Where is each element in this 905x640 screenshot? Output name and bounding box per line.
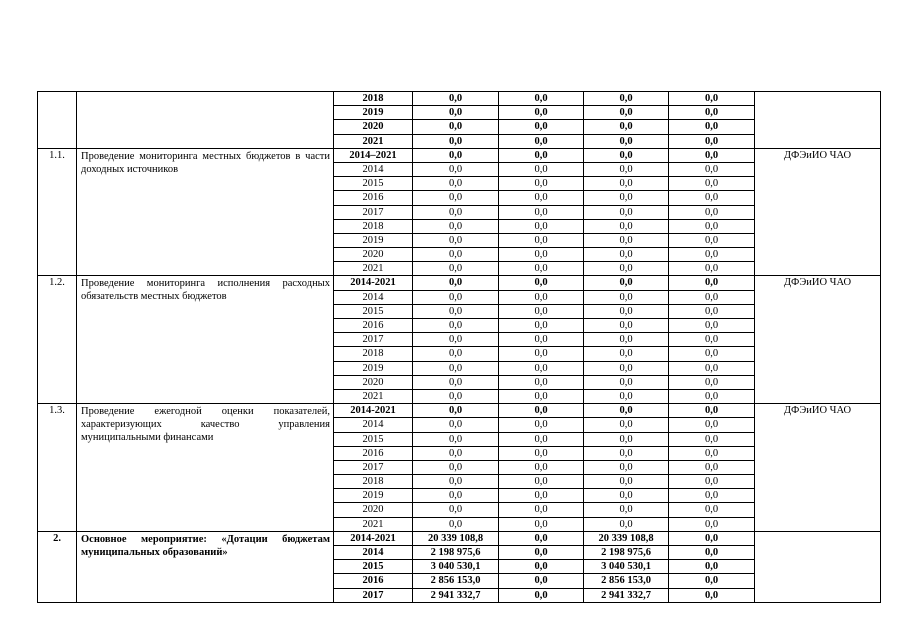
value-cell: 0,0 [669,262,755,276]
year-cell: 2021 [334,134,413,148]
value-cell: 0,0 [669,290,755,304]
value-cell: 0,0 [499,375,584,389]
item-number: 1.1. [38,148,77,276]
value-cell: 0,0 [584,262,669,276]
value-cell: 0,0 [584,191,669,205]
value-cell: 0,0 [413,148,499,162]
value-cell: 0,0 [584,248,669,262]
year-cell: 2021 [334,389,413,403]
year-cell: 2014 [334,418,413,432]
value-cell: 0,0 [413,361,499,375]
value-cell: 0,0 [584,162,669,176]
value-cell: 0,0 [413,191,499,205]
item-name: Проведение мониторинга исполнения расходных обязательств местных бюджетов [77,276,334,404]
value-cell: 3 040 530,1 [413,560,499,574]
value-cell: 0,0 [669,361,755,375]
year-cell: 2017 [334,205,413,219]
year-cell: 2020 [334,503,413,517]
value-cell: 0,0 [413,177,499,191]
value-cell: 0,0 [669,248,755,262]
value-cell: 0,0 [499,162,584,176]
value-cell: 0,0 [499,546,584,560]
value-cell: 0,0 [584,290,669,304]
value-cell: 0,0 [413,248,499,262]
value-cell: 0,0 [413,432,499,446]
value-cell: 0,0 [584,205,669,219]
value-cell: 0,0 [669,191,755,205]
year-cell: 2021 [334,262,413,276]
item-number: 1.3. [38,404,77,532]
table-body [38,92,881,603]
value-cell: 0,0 [499,404,584,418]
value-cell: 0,0 [413,276,499,290]
value-cell: 0,0 [413,262,499,276]
value-cell: 0,0 [499,517,584,531]
year-cell: 2016 [334,574,413,588]
value-cell: 0,0 [499,574,584,588]
value-cell: 0,0 [669,233,755,247]
value-cell: 2 941 332,7 [413,588,499,602]
value-cell: 0,0 [669,347,755,361]
year-cell: 2014 [334,162,413,176]
item-number: 2. [38,531,77,602]
value-cell: 0,0 [584,319,669,333]
year-cell: 2021 [334,517,413,531]
value-cell: 0,0 [413,517,499,531]
year-cell: 2019 [334,361,413,375]
year-cell: 2015 [334,304,413,318]
table-row [38,92,881,106]
value-cell: 0,0 [499,148,584,162]
year-cell: 2018 [334,219,413,233]
value-cell: 0,0 [584,418,669,432]
value-cell: 2 856 153,0 [413,574,499,588]
value-cell: 0,0 [499,531,584,545]
value-cell: 0,0 [413,404,499,418]
value-cell: 0,0 [499,219,584,233]
value-cell: 0,0 [413,503,499,517]
value-cell: 0,0 [669,177,755,191]
value-cell: 0,0 [669,475,755,489]
value-cell: 0,0 [584,233,669,247]
value-cell: 0,0 [413,375,499,389]
value-cell: 0,0 [669,489,755,503]
value-cell: 0,0 [499,106,584,120]
responsible-cell: ДФЭиИО ЧАО [755,276,881,404]
value-cell: 0,0 [413,389,499,403]
value-cell: 0,0 [499,276,584,290]
year-cell: 2019 [334,106,413,120]
table-row [38,276,881,290]
year-cell: 2017 [334,460,413,474]
value-cell: 3 040 530,1 [584,560,669,574]
value-cell: 0,0 [669,304,755,318]
value-cell: 0,0 [584,92,669,106]
year-cell: 2019 [334,489,413,503]
value-cell: 0,0 [499,319,584,333]
name-cell [77,92,334,149]
value-cell: 0,0 [669,446,755,460]
responsible-cell [755,92,881,149]
value-cell: 0,0 [413,319,499,333]
responsible-cell: ДФЭиИО ЧАО [755,404,881,532]
year-cell: 2016 [334,446,413,460]
value-cell: 0,0 [584,503,669,517]
value-cell: 0,0 [669,120,755,134]
value-cell: 0,0 [584,106,669,120]
value-cell: 0,0 [499,389,584,403]
value-cell: 0,0 [669,92,755,106]
value-cell: 0,0 [584,120,669,134]
year-cell: 2015 [334,432,413,446]
value-cell: 0,0 [669,148,755,162]
value-cell: 0,0 [584,361,669,375]
value-cell: 20 339 108,8 [413,531,499,545]
year-cell: 2014 [334,290,413,304]
value-cell: 0,0 [584,475,669,489]
value-cell: 0,0 [669,460,755,474]
year-cell: 2016 [334,319,413,333]
value-cell: 0,0 [584,404,669,418]
year-cell: 2019 [334,233,413,247]
value-cell: 0,0 [669,219,755,233]
item-name: Основное мероприятие: «Дотации бюджетам муниципальных образований» [77,531,334,602]
value-cell: 0,0 [499,304,584,318]
value-cell: 0,0 [499,460,584,474]
year-cell: 2018 [334,92,413,106]
year-cell: 2020 [334,375,413,389]
value-cell: 0,0 [499,489,584,503]
year-cell: 2014-2021 [334,276,413,290]
year-cell: 2020 [334,120,413,134]
value-cell: 0,0 [669,588,755,602]
value-cell: 0,0 [584,219,669,233]
value-cell: 0,0 [584,177,669,191]
value-cell: 0,0 [413,219,499,233]
year-cell: 2014-2021 [334,404,413,418]
year-cell: 2017 [334,588,413,602]
value-cell: 0,0 [584,460,669,474]
value-cell: 2 198 975,6 [413,546,499,560]
value-cell: 0,0 [413,446,499,460]
value-cell: 0,0 [499,92,584,106]
value-cell: 0,0 [669,432,755,446]
value-cell: 0,0 [584,276,669,290]
value-cell: 0,0 [499,361,584,375]
value-cell: 2 856 153,0 [584,574,669,588]
year-cell: 2020 [334,248,413,262]
value-cell: 0,0 [584,517,669,531]
value-cell: 0,0 [584,446,669,460]
value-cell: 0,0 [413,333,499,347]
table-row [38,148,881,162]
value-cell: 0,0 [499,262,584,276]
item-number: 1.2. [38,276,77,404]
year-cell: 2014 [334,546,413,560]
number-cell [38,92,77,149]
year-cell: 2014–2021 [334,148,413,162]
value-cell: 0,0 [669,418,755,432]
value-cell: 0,0 [499,134,584,148]
value-cell: 0,0 [669,333,755,347]
value-cell: 0,0 [413,347,499,361]
value-cell: 0,0 [413,460,499,474]
value-cell: 0,0 [499,233,584,247]
value-cell: 0,0 [413,205,499,219]
value-cell: 0,0 [413,475,499,489]
value-cell: 0,0 [413,304,499,318]
value-cell: 0,0 [584,333,669,347]
budget-table [37,91,881,603]
value-cell: 0,0 [499,475,584,489]
value-cell: 0,0 [413,489,499,503]
value-cell: 0,0 [499,446,584,460]
value-cell: 2 198 975,6 [584,546,669,560]
value-cell: 0,0 [669,162,755,176]
value-cell: 0,0 [584,389,669,403]
item-name: Проведение ежегодной оценки показателей, характеризующих качество управления муниципальными финансами [77,404,334,532]
year-cell: 2018 [334,475,413,489]
value-cell: 0,0 [499,205,584,219]
value-cell: 0,0 [669,503,755,517]
value-cell: 0,0 [499,191,584,205]
value-cell: 0,0 [669,560,755,574]
value-cell: 0,0 [669,389,755,403]
value-cell: 0,0 [499,347,584,361]
value-cell: 0,0 [669,375,755,389]
value-cell: 0,0 [584,489,669,503]
value-cell: 0,0 [413,290,499,304]
value-cell: 0,0 [499,177,584,191]
item-name: Проведение мониторинга местных бюджетов в части доходных источников [77,148,334,276]
value-cell: 0,0 [669,574,755,588]
value-cell: 0,0 [499,248,584,262]
value-cell: 0,0 [669,205,755,219]
value-cell: 0,0 [499,333,584,347]
table-row [38,531,881,545]
value-cell: 0,0 [499,418,584,432]
year-cell: 2014-2021 [334,531,413,545]
value-cell: 0,0 [413,120,499,134]
value-cell: 0,0 [413,418,499,432]
value-cell: 0,0 [669,106,755,120]
value-cell: 0,0 [669,517,755,531]
year-cell: 2015 [334,177,413,191]
year-cell: 2017 [334,333,413,347]
value-cell: 0,0 [413,233,499,247]
value-cell: 0,0 [669,404,755,418]
value-cell: 0,0 [584,432,669,446]
value-cell: 0,0 [584,375,669,389]
value-cell: 0,0 [499,503,584,517]
value-cell: 0,0 [499,560,584,574]
responsible-cell: ДФЭиИО ЧАО [755,148,881,276]
value-cell: 0,0 [669,546,755,560]
value-cell: 0,0 [584,347,669,361]
year-cell: 2016 [334,191,413,205]
value-cell: 0,0 [413,106,499,120]
value-cell: 0,0 [584,134,669,148]
value-cell: 0,0 [669,531,755,545]
value-cell: 0,0 [669,134,755,148]
value-cell: 0,0 [413,162,499,176]
value-cell: 0,0 [413,134,499,148]
value-cell: 0,0 [669,319,755,333]
value-cell: 20 339 108,8 [584,531,669,545]
value-cell: 2 941 332,7 [584,588,669,602]
value-cell: 0,0 [669,276,755,290]
value-cell: 0,0 [413,92,499,106]
value-cell: 0,0 [584,148,669,162]
value-cell: 0,0 [499,432,584,446]
value-cell: 0,0 [499,588,584,602]
value-cell: 0,0 [584,304,669,318]
responsible-cell [755,531,881,602]
year-cell: 2018 [334,347,413,361]
value-cell: 0,0 [499,120,584,134]
year-cell: 2015 [334,560,413,574]
value-cell: 0,0 [499,290,584,304]
table-row [38,404,881,418]
